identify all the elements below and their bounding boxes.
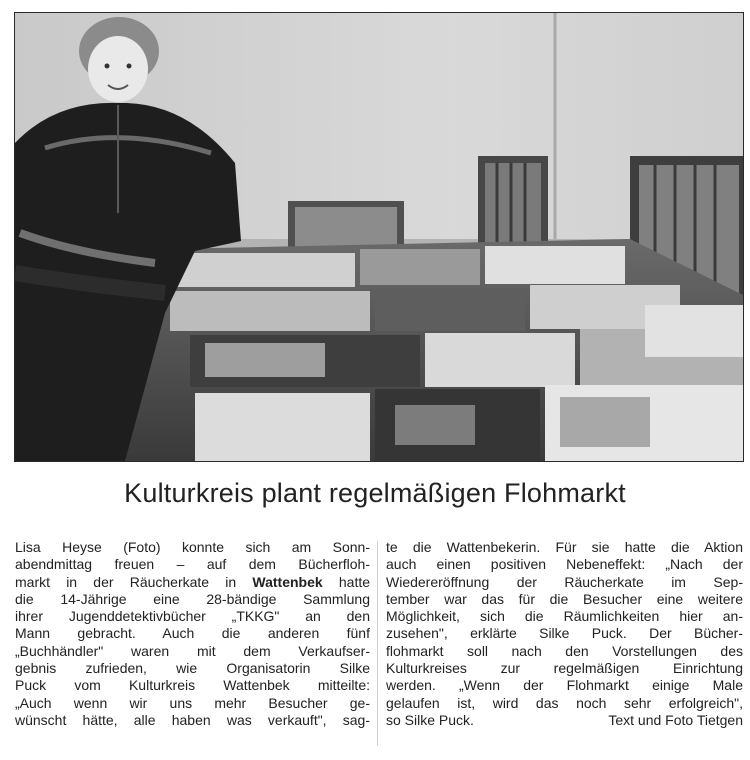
text-line: flohmarkt soll nach den Vorstellungen des [386, 642, 743, 659]
closing-line [386, 712, 743, 729]
headline: Kulturkreis plant regelmäßigen Flohmarkt [124, 478, 626, 508]
article-column-left [15, 539, 370, 729]
text-line: Lisa Heyse (Foto) konnte sich am Sonn- [15, 539, 370, 555]
byline: Text und Foto Tietgen [608, 711, 743, 728]
text-line: ihrer Jugenddetektivbücher „TKKG" an den [15, 608, 370, 625]
text-line: Mann gebracht. Auch die anderen fünf [15, 625, 370, 642]
column-divider [377, 541, 378, 746]
text-line: auch einen positiven Nebeneffekt: „Nach der [386, 556, 743, 573]
text-line: te die Wattenbekerin. Für sie hatte die Aktion [386, 539, 743, 555]
text-line: Puck vom Kulturkreis Wattenbek mitteilte: [15, 677, 370, 694]
text-line: Wiedereröffnung der Räucherkate im Sep- [386, 573, 743, 590]
chair [478, 156, 548, 251]
text-line: wünscht hätte, alle haben was verkauft", sag- [15, 711, 370, 728]
book-fair-photo-graphic [15, 13, 743, 461]
text-line: tember war das für die Besucher eine weitere [386, 590, 743, 607]
text-line: „Buchhändler" waren mit dem Verkaufser- [15, 642, 370, 659]
closing-text: so Silke Puck. [386, 711, 474, 728]
article-column-right [386, 539, 743, 729]
article-photo [14, 12, 744, 462]
place-name: Wattenbek [252, 573, 323, 590]
text-line: werden. „Wenn der Flohmarkt einige Male [386, 677, 743, 694]
text-line: Kulturkreises zur regelmäßigen Einrichtung [386, 660, 743, 677]
text-line: „Auch wenn wir uns mehr Besucher ge- [15, 694, 370, 711]
text-line: markt in der Räucherkate in Wattenbek hatte [15, 573, 370, 590]
text-line: gelaufen ist, wird das noch sehr erfolgreich", [386, 694, 743, 711]
text-line: zusehen", erklärte Silke Puck. Der Bücher- [386, 625, 743, 642]
text-line: gebnis zufrieden, wie Organisatorin Silke [15, 660, 370, 677]
text-line: die 14-Jährige eine 28-bändige Sammlung [15, 590, 370, 607]
text-line: Möglichkeit, sich die Räumlichkeiten hier an- [386, 608, 743, 625]
text-line: abendmittag freuen – auf dem Bücherfloh- [15, 556, 370, 573]
